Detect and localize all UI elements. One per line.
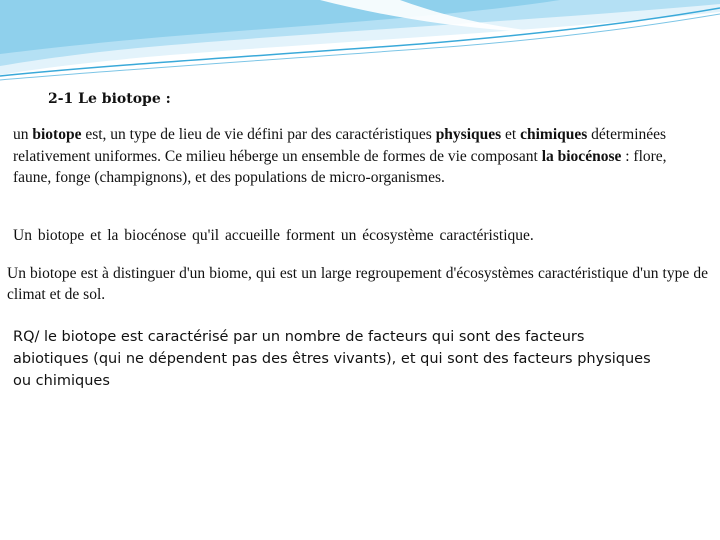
ecosystem-paragraph: Un biotope et la biocénose qu'il accueille forment un écosystème caractéristique. bbox=[13, 227, 534, 244]
para1-text-3: et bbox=[501, 126, 521, 143]
para1-text-4: déterminées relativement uniformes. Ce milieu héberge un ensemble de formes de vie composant bbox=[13, 126, 667, 165]
para1-bold-biocenose: la biocénose bbox=[541, 147, 622, 165]
para1-bold-biotope: biotope bbox=[32, 126, 82, 143]
remark-paragraph: RQ/ le biotope est caractérisé par un nombre de facteurs qui sont des facteurs abiotiques (qui ne dépendent pas des êtres vivants), et qui sont des facteurs physiques ou chimiques bbox=[13, 329, 651, 389]
biome-paragraph: Un biotope est à distinguer d'un biome, qui est un large regroupement d'écosystèmes caractéristique d'un type de climat et de sol. bbox=[7, 265, 708, 303]
para1-text-1: un bbox=[13, 126, 33, 143]
para1-bold-chimiques: chimiques bbox=[520, 126, 588, 143]
para1-bold-physiques: physiques bbox=[435, 126, 502, 143]
biotope-definition-paragraph bbox=[13, 124, 673, 189]
section-heading: 2-1 Le biotope : bbox=[48, 91, 171, 107]
decorative-wave-banner bbox=[0, 0, 720, 90]
para1-text-5: : flore, faune, fonge (champignons), et des populations de micro-organismes. bbox=[13, 147, 667, 186]
para1-text-2: est, un type de lieu de vie défini par des caractéristiques bbox=[81, 126, 436, 143]
